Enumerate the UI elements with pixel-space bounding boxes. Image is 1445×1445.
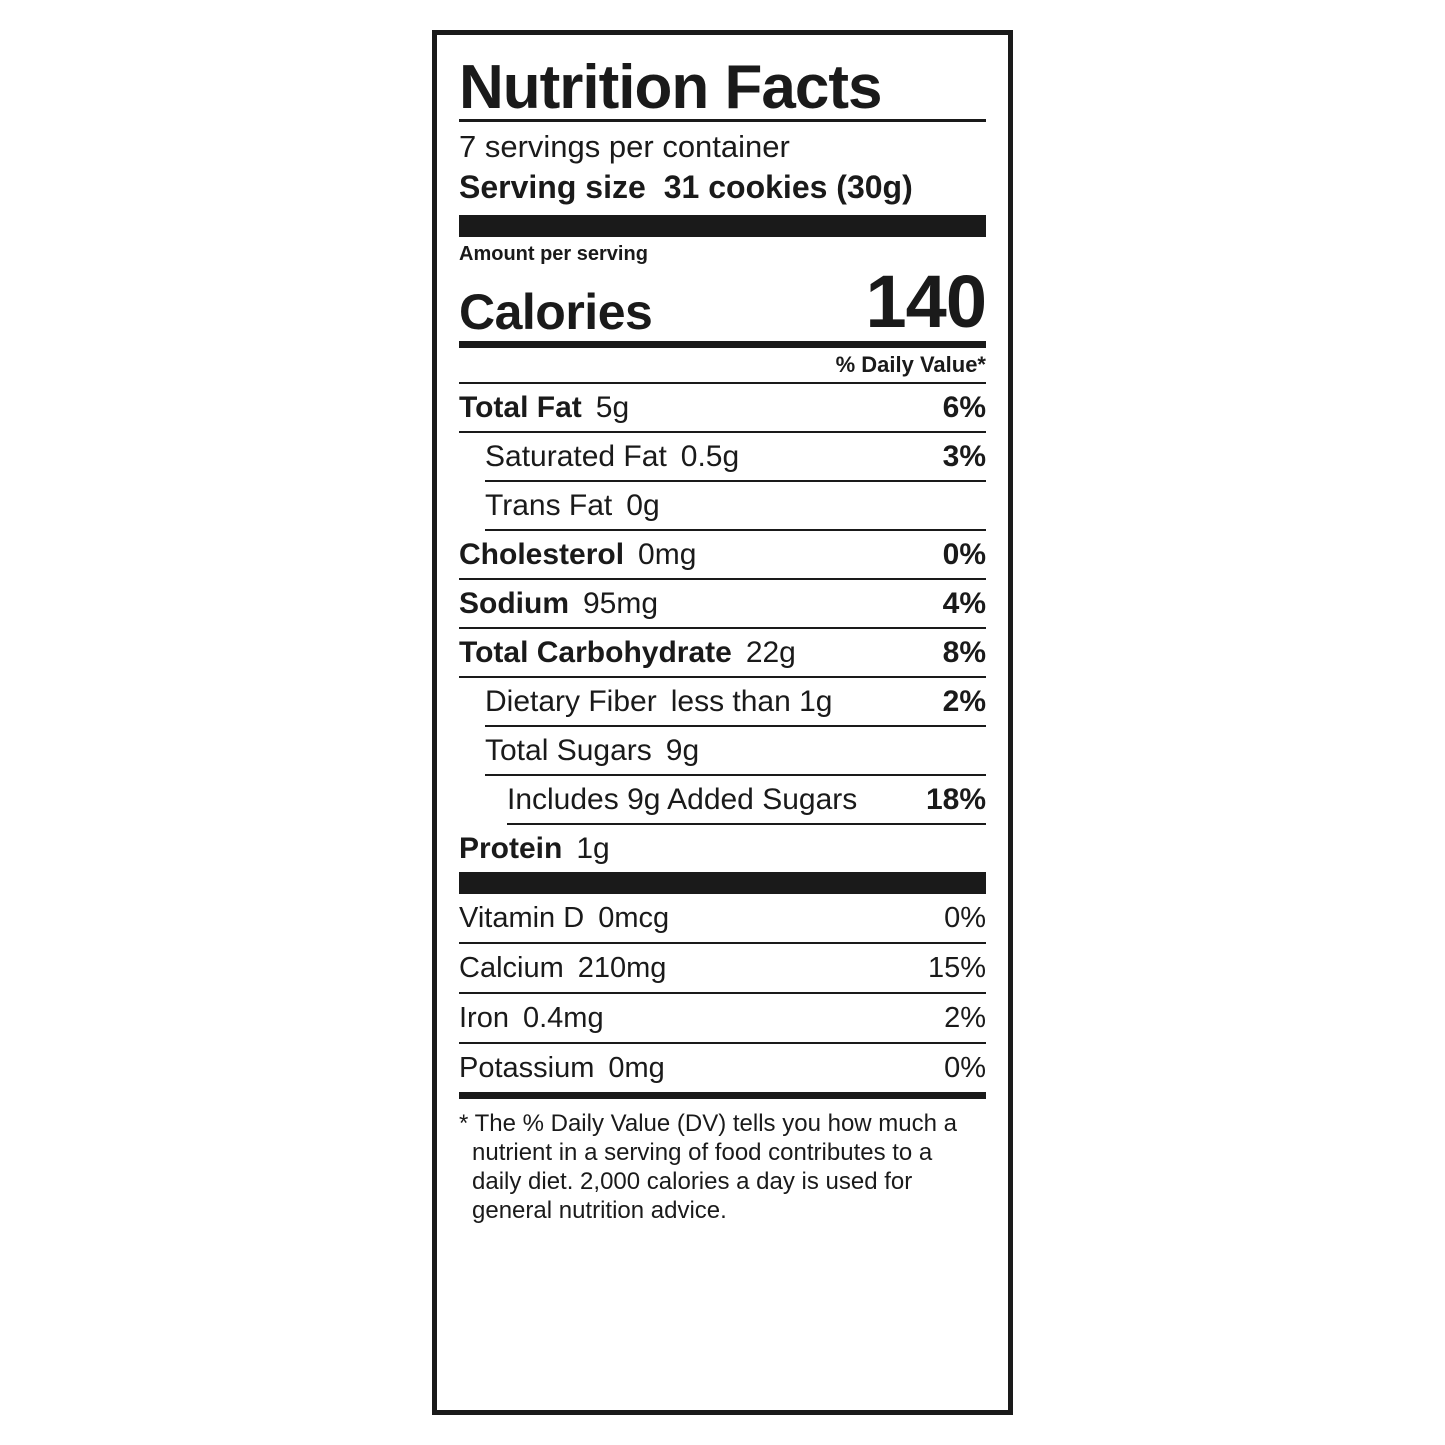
nutrient-name: Total Carbohydrate [459,635,732,669]
nutrient-value: less than 1g [670,684,833,718]
nutrient-name-group [459,538,696,572]
nutrient-name: Total Sugars [485,733,652,767]
calories-label: Calories [459,284,653,341]
nutrient-name-group [459,391,629,425]
vitamin-daily-value: 2% [944,1001,986,1034]
nutrient-value: 22g [745,635,796,669]
vitamin-name-group [459,902,669,935]
nutrient-daily-value: 8% [942,635,986,669]
nutrient-name-group [485,685,833,719]
nutrient-name: Protein [459,831,563,865]
nutrient-name-group [485,489,660,523]
vitamin-value: 210mg [577,951,667,984]
nutrient-daily-value: 6% [942,390,986,424]
nutrition-facts-title: Nutrition Facts [459,53,882,122]
serving-size-label: Serving size [459,169,646,205]
vitamin-row [459,994,986,1042]
calories-row [459,260,986,343]
nutrient-row [459,678,986,725]
vitamin-value: 0mcg [598,901,670,934]
nutrient-name-group [507,783,857,817]
nutrient-row [459,433,986,480]
vitamin-daily-value: 0% [944,1051,986,1084]
nutrient-name-group [459,587,658,621]
nutrient-rows [459,384,986,872]
nutrient-daily-value: 4% [942,586,986,620]
nutrient-daily-value: 2% [942,684,986,718]
nutrient-row [459,825,986,872]
vitamin-row [459,894,986,942]
nutrient-value: 0.5g [680,439,740,473]
vitamin-name: Vitamin D [459,901,585,934]
vitamin-name-group [459,952,666,985]
daily-value-footnote: * The % Daily Value (DV) tells you how much a nutrient in a serving of food contributes to a daily diet. 2,000 calories a day is used for general nutrition advice. [459,1109,957,1225]
vitamin-daily-value: 0% [944,901,986,934]
nutrient-row [459,384,986,431]
nutrient-row [459,531,986,578]
nutrient-value: 5g [595,390,630,424]
nutrient-row [459,727,986,774]
nutrient-row [459,482,986,529]
nutrient-value: 0mg [638,537,697,571]
nutrient-value: 1g [576,831,610,865]
divider-thick-bottom [459,872,986,894]
nutrient-name-group [459,832,610,866]
nutrient-value: 95mg [583,586,659,620]
calories-value: 140 [865,260,986,343]
nutrient-value: 0g [626,488,660,522]
serving-size-row [459,167,986,215]
nutrient-name: Sodium [459,586,569,620]
nutrient-row [459,629,986,676]
divider-footnote [459,1092,986,1099]
nutrient-value: 9g [665,733,700,767]
nutrient-name: Trans Fat [485,488,613,522]
vitamin-name: Potassium [459,1051,595,1084]
nutrient-row [459,580,986,627]
vitamin-name-group [459,1052,665,1085]
daily-value-header: % Daily Value* [835,351,986,377]
vitamin-row [459,1044,986,1092]
nutrient-name: Total Fat [459,390,582,424]
vitamin-row [459,944,986,992]
nutrient-row [459,776,986,823]
nutrient-daily-value: 0% [942,537,986,571]
amount-per-serving-label: Amount per serving [459,243,648,265]
nutrition-facts-panel [432,30,1013,1415]
nutrient-daily-value: 18% [925,782,986,816]
nutrient-daily-value: 3% [942,439,986,473]
serving-size-value: 31 cookies (30g) [663,169,913,205]
nutrient-name: Saturated Fat [485,439,667,473]
nutrient-name: Dietary Fiber [485,684,657,718]
nutrient-name-group [459,636,796,670]
vitamin-daily-value: 15% [927,951,986,984]
vitamin-name: Iron [459,1001,509,1034]
nutrient-name: Includes 9g Added Sugars [507,782,858,816]
servings-per-container: 7 servings per container [459,129,790,164]
vitamin-value: 0.4mg [522,1001,604,1034]
nutrient-name-group [485,440,739,474]
vitamin-value: 0mg [608,1051,665,1084]
nutrient-name-group [485,734,699,768]
divider-thick-top [459,215,986,237]
vitamin-name-group [459,1002,604,1035]
vitamin-rows [459,894,986,1092]
nutrient-name: Cholesterol [459,537,625,571]
vitamin-name: Calcium [459,951,564,984]
